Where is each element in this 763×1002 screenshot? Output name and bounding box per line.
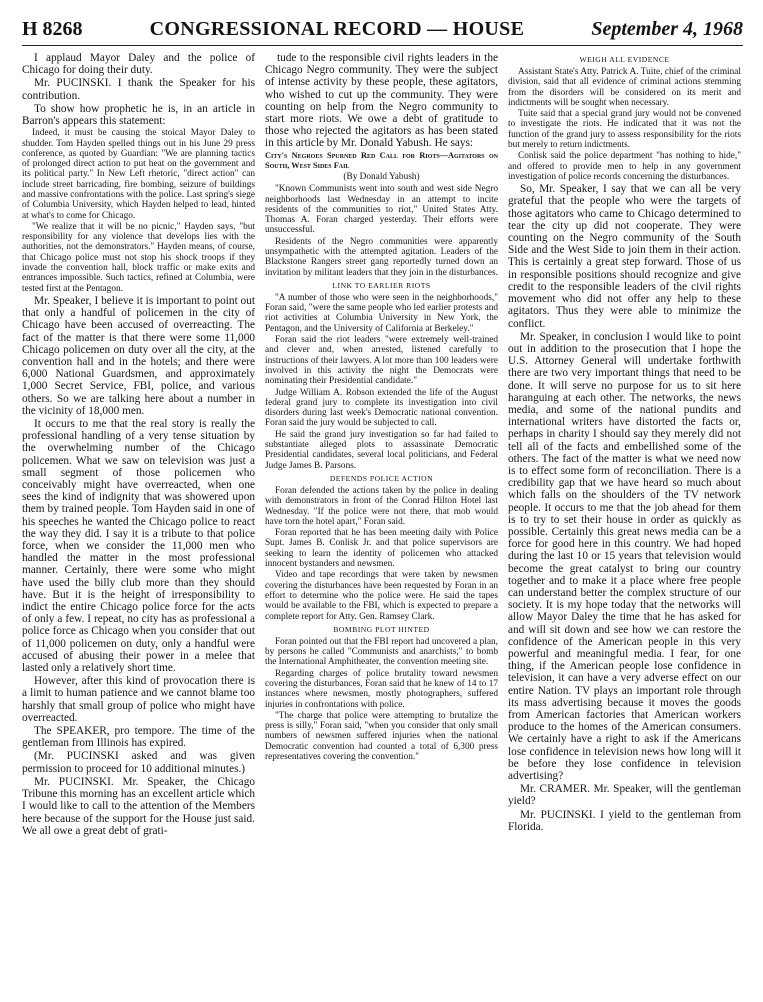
quote-paragraph: Regarding charges of police brutality toward newsmen covering the disturbances, Foran said that he knew of 14 to 17 instances where newsmen, mostly photographers, suffered injuries in confrontations with police. (265, 668, 498, 710)
page-header (22, 18, 743, 46)
quote-paragraph: Foran said the riot leaders "were extremely well-trained and clever and, when arrested, listened carefully to instructions of their lawyers. A lot more than 100 leaders were involved in this activity the night the Democrats were nominating their Presidential candidate." (265, 335, 498, 387)
quote-paragraph: "The charge that police were attempting to brutalize the press is silly," Foran said, "when you consider that only small numbers of newsmen suffered injuries when the national Democratic convention had counted a total of 6,300 press representatives covering the convention." (265, 710, 498, 763)
column-left (22, 52, 255, 1002)
speech-paragraph: However, after this kind of provocation there is a limit to human patience and we cannot blame too harshly that small group of police who might have overreacted. (22, 675, 255, 724)
byline-paragraph: (By Donald Yabush) (343, 171, 420, 182)
speech-paragraph: Mr. CRAMER. Mr. Speaker, will the gentleman yield? (508, 783, 741, 808)
quote-paragraph: He said the grand jury investigation so far had failed to substantiate alleged plots to assassinate Democratic Presidential candidates, several local politicians, and Federal Judge James B. Parsons. (265, 429, 498, 471)
quote-paragraph: Judge William A. Robson extended the life of the August federal grand jury to complete its investigation into civil disorders during last week's Democratic national convention. Foran said the jury would be subjected to call. (265, 387, 498, 429)
quote-paragraph: Foran reported that he has been meeting daily with Police Supt. James B. Conlisk Jr. and that police supervisors are seeking to learn the identity of policemen who attacked innocent bystanders and newsmen. (265, 528, 498, 570)
speech-paragraph: The SPEAKER, pro tempore. The time of the gentleman from Illinois has expired. (22, 725, 255, 750)
speech-paragraph: tude to the responsible civil rights leaders in the Chicago Negro community. They were the subject of intense activity by these people, these agitators, who wished to cut up the community. They were counting on help from the Negro community to start more riots. We owe a debt of gratitude to those who rejected the agitators as has been stated in this article by Mr. Donald Yabush. He says: (265, 52, 498, 150)
quote-paragraph: Assistant State's Atty. Patrick A. Tuite, chief of the criminal division, said that all evidence of criminal actions stemming from the disorders will be considered on its merit and indictments will be sought when necessary. (508, 67, 741, 108)
quote-paragraph: Indeed, it must be causing the stoical Mayor Daley to shudder. Tom Hayden spelled things out in his June 29 press conference, as quoted by Guardian: "We are planning tactics of prolonged direct action to put heat on the government and its political party." In New Left rhetoric, "direct action" can include street barricading, fire bombing, seizure of buildings and massive confrontations with the police. Last spring's siege of Columbia University, which Hayden helped to lead, hinted at what's to come for Chicago. (22, 128, 255, 221)
quote-paragraph: Conlisk said the police department "has nothing to hide," and offered to provide men to help in any government investigation of police records concerning the disturbances. (508, 151, 741, 182)
subhead-paragraph: WEIGH ALL EVIDENCE (579, 55, 670, 64)
quote-paragraph: Video and tape recordings that were taken by newsmen covering the disturbances have been requested by Foran in an effort to determine who the police were. He said the tapes would be available to the FBI, which is expected to prepare a complete report for Atty. Gen. Ramsey Clark. (265, 570, 498, 622)
quote-paragraph: "Known Communists went into south and west side Negro neighborhoods last Wednesday in an attempt to incite residents of the communities to riot," United States Atty. Thomas A. Foran charged yesterday. Their efforts were unsuccessful. (265, 184, 498, 236)
speech-paragraph: Mr. PUCINSKI. I thank the Speaker for his contribution. (22, 77, 255, 102)
speech-paragraph: To show how prophetic he is, in an article in Barron's appears this statement: (22, 102, 255, 128)
speech-paragraph: It occurs to me that the real story is really the professional handling of a very tense situation by the overwhelming number of the Chicago policemen. What we saw on television was just a small segment of those policemen who conceivably might have overreacted, when one sees the kind of indignity that was showered upon them by trained people. Tom Hayden said in one of his speeches he wanted the Chicago police to react the way they did. I say it is a tribute to that police force, when we consider the 11,000 men who handled the matter in the most professional manner. Certainly, there were some who might have used the billy club more than they should have. But it is the height of irresponsibility to indict the entire Chicago police force for the acts of only a few. I repeat, no city has as professional a police force as Chicago when you consider that out of 11,000 policemen on duty, only a handful were accused of abusing their power in a melee that lasted only a relatively short time. (22, 418, 255, 675)
subhead-paragraph: BOMBING PLOT HINTED (333, 624, 430, 634)
speech-paragraph: Mr. Speaker, in conclusion I would like to point out in addition to the prosecution that I hope the U.S. Attorney General will undertake forthwith there are two very important things that need to be done. It will serve no purpose for us to sit here haranguing at each other. The networks, the news media, and some of the national pundits and international writers have distorted the facts or, perhaps in charity I should say they merely did not tell all of the facts and embellished some of the others. The fact of the matter is what we need now is to effect some form of reconciliation. There is a credibility gap that we have heard so much about which falls on the shoulders of the TV network people. It occurs to me that the job ahead for them is to try to set their house in order as quickly as possible. Certainly this great news media can be a force for good here in this country. We had hoped during the last 10 or 15 years that television would become the great catalyst to bring our country together and to make it a place where free people can understand better the complex structure of our society. It is my hope today that the networks will allow Mayor Daley the time that he has asked for and will sit down and see how we can restore the confidence of the American people in this very powerful and meaningful media. I fear, for one thing, if the American people lose confidence in television, it can have a very adverse effect on our entire Nation. TV plays an important role through its mass advertising because it moves the goods from American factories that American workers produce to the homes of the American consumers. We certainly have a right to ask if the Americans lose confidence in television news how long will it be before they lose confidence in television advertising? (508, 330, 741, 783)
subhead-paragraph: DEFENDS POLICE ACTION (329, 473, 434, 483)
speech-paragraph: I applaud Mayor Daley and the police of Chicago for doing their duty. (22, 52, 255, 77)
column-middle (265, 52, 498, 1002)
headline-paragraph: City's Negroes Spurned Red Call for Riots—Agitators on South, West Sides Fail (265, 150, 498, 170)
quote-paragraph: "A number of those who were seen in the neighborhoods," Foran said, "were the same people who led earlier protests and riot activities at Columbia University in New York, the Pentagon, and the University of California at Berkeley." (265, 292, 498, 334)
speech-paragraph: Mr. PUCINSKI. I yield to the gentleman from Florida. (508, 808, 741, 833)
quote-paragraph: Foran defended the actions taken by the police in dealing with demonstrators in front of the Conrad Hilton Hotel last Wednesday. "If the police were not there, that mob would have torn the hotel apart," Foran said. (265, 485, 498, 527)
page-number: H 8268 (22, 18, 83, 40)
quote-paragraph: Tuite said that a special grand jury would not be convened to investigate the riots. He indicated that it was not the function of the grand jury to assess responsibility for the riots but merely to return indictments. (508, 109, 741, 151)
speech-paragraph: Mr. PUCINSKI. Mr. Speaker, the Chicago Tribune this morning has an excellent article which I would like to call to the attention of the Members here because of the support for the House just said. We all owe a great debt of grati- (22, 775, 255, 837)
column-right (508, 52, 741, 1002)
speech-paragraph: (Mr. PUCINSKI asked and was given permission to proceed for 10 additional minutes.) (22, 750, 255, 775)
speech-paragraph: Mr. Speaker, I believe it is important to point out that only a handful of policemen in the city of Chicago have been accused of overreacting. The fact of the matter is that there were some 11,000 Chicago policemen on duty over all the city, at the convention hall and in the hotels; and there were 6,000 National Guardsmen, and approximately 1,000 Secret Service, FBI, police, and various others. So we are talking here about a number in the vicinity of 18,000 men. (22, 294, 255, 417)
speech-paragraph: So, Mr. Speaker, I say that we can all be very grateful that the people who were the targets of those agitators who came to Chicago determined to tear the city up did not cooperate. They were counting on the Negro community of the South Side and the West Side to join them in their action. This is certainly a great step forward. Those of us in responsible positions should recognize and give credit to the responsible leaders of the civil rights movement who did not offer any help to these agitators. Thus they were able to minimize the conflict. (508, 183, 741, 330)
text-columns (22, 52, 743, 1002)
publication-title: CONGRESSIONAL RECORD — HOUSE (149, 18, 525, 40)
issue-date: September 4, 1968 (591, 18, 743, 40)
quote-paragraph: Residents of the Negro communities were apparently unsympathetic with the attempted agitation. Leaders of the Blackstone Rangers street gang reportedly turned down an invitation by militant leaders that they join in the disturbances. (265, 236, 498, 278)
quote-paragraph: "We realize that it will be no picnic," Hayden says, "but responsibility for any violence that develops lies with the authorities, not the demonstrators." Hayden means, of course, that Chicago police must not stop his shock troops if they invade the convention hall, block traffic or make exits and entrances impossible. Such tactics, refined at Columbia, were tested first at the Pentagon. (22, 221, 255, 294)
quote-paragraph: Foran pointed out that the FBI report had uncovered a plan, by persons he called "Communists and anarchists," to bomb the International Amphitheater, the convention meeting site. (265, 636, 498, 668)
subhead-paragraph: LINK TO EARLIER RIOTS (332, 280, 431, 290)
